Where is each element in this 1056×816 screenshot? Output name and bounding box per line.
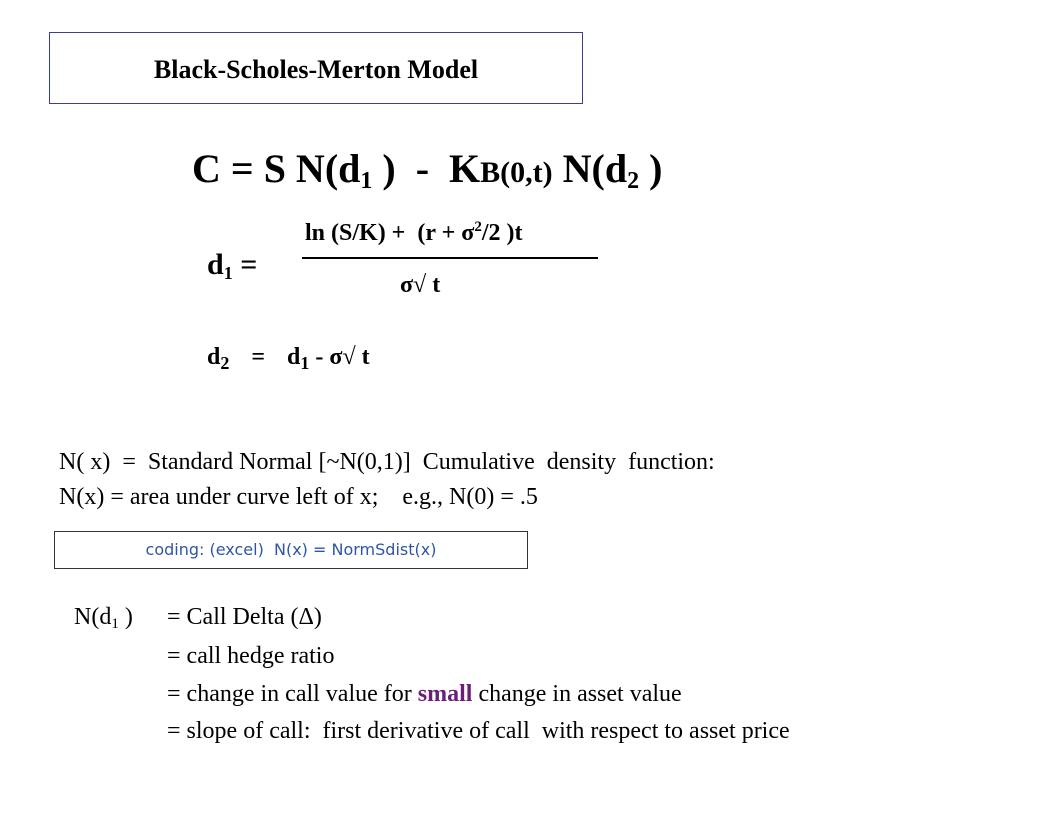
d2-formula (207, 344, 370, 371)
delta-line3 (167, 681, 682, 708)
formula-k: K (449, 146, 481, 191)
d1-numerator-post: /2 )t (481, 220, 523, 246)
formula-lhs: C = (192, 146, 254, 191)
delta-line1: = Call Delta (Δ) (167, 604, 322, 630)
delta-line3-highlight: small (417, 681, 473, 707)
d1-numerator-sup: 2 (474, 219, 482, 235)
d1-equals: = (240, 248, 258, 281)
formula-n-term: N(d (552, 146, 628, 191)
delta-line4: = slope of call: first derivative of call with respect to asset price (167, 718, 790, 744)
d1-denominator: σ√ t (400, 272, 441, 298)
coding-text: coding: (excel) N(x) = NormSdist(x) (145, 540, 437, 559)
d1-label (207, 248, 257, 282)
delta-line2: = call hedge ratio (167, 643, 335, 669)
fraction-line (302, 257, 598, 259)
d1-numerator (305, 220, 522, 247)
d1-label-d: d (207, 248, 224, 281)
formula-close: ) (639, 146, 663, 191)
d2-equals: = (251, 344, 266, 370)
d2-rhs-sub: 1 (300, 353, 310, 373)
d1-label-sub: 1 (223, 263, 233, 283)
coding-box (54, 531, 528, 569)
formula-s-term: S N(d (263, 146, 361, 191)
delta-line3-post: change in asset value (472, 681, 682, 707)
formula-mid: ) - (372, 146, 450, 191)
d2-label-d: d (207, 344, 221, 370)
delta-label (74, 604, 133, 631)
delta-label-post: ) (118, 604, 133, 630)
d1-numerator-pre: ln (S/K) + (r + σ (305, 220, 475, 246)
title-box (49, 32, 583, 104)
normal-definition-line2: N(x) = area under curve left of x; e.g., N(0) = .5 (59, 484, 538, 510)
d2-rhs-rest: - σ√ t (309, 344, 370, 370)
formula-b: B(0,t) (480, 156, 553, 189)
formula-n-sub: 2 (627, 168, 640, 194)
d2-rhs-d: d (287, 344, 301, 370)
delta-label-sub: 1 (111, 616, 119, 632)
call-price-formula (192, 145, 662, 192)
formula-s-sub: 1 (360, 168, 373, 194)
delta-line3-pre: = change in call value for (167, 681, 418, 707)
page-title: Black-Scholes-Merton Model (153, 55, 479, 84)
d2-label-sub: 2 (220, 353, 230, 373)
delta-label-pre: N(d (74, 604, 112, 630)
normal-definition-line1: N( x) = Standard Normal [~N(0,1)] Cumulative density function: (59, 449, 715, 475)
